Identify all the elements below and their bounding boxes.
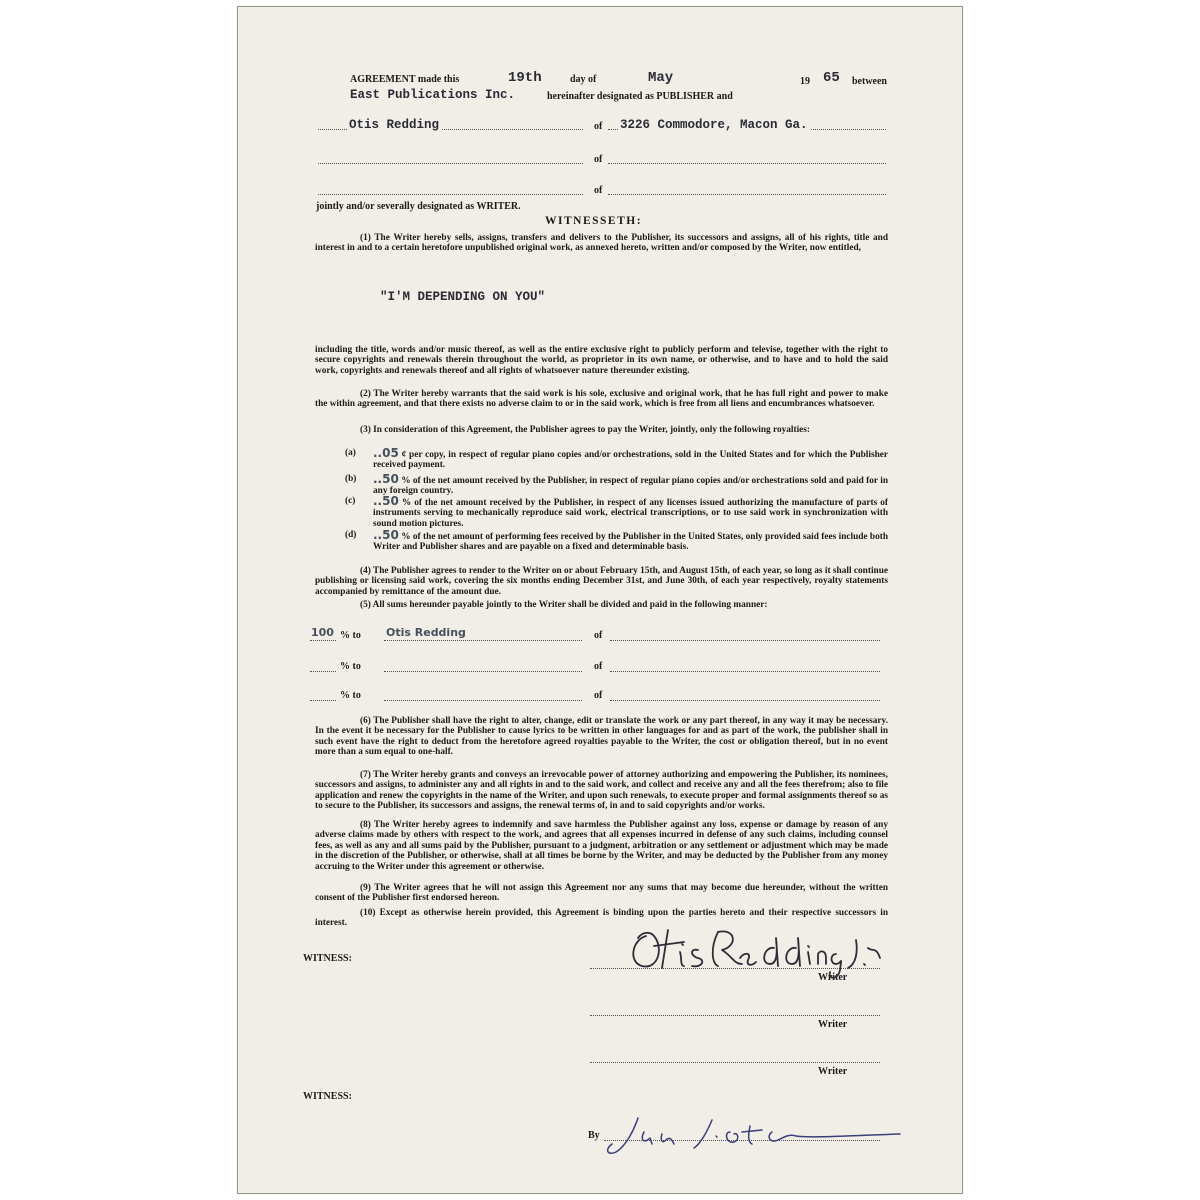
between-label: between [852, 76, 887, 87]
royalty-d-amount: ..50 [373, 528, 399, 542]
split-name-line-1 [384, 640, 582, 641]
clause-7: (7) The Writer hereby grants and conveys an irrevocable power of attorney authorizing and empowering the Publisher, its nominees, successors and assigns, to administer any and all rights in and to the said work, and collect and receive any and all the fees therefrom; also to file application and renew the copyrights in the name of the Writer, and upon such renewals, to execute proper and formal assignments thereof so as to secure to the Publisher, its successors and assigns, the renewal terms of, in and to said copyrights and/or works. [315, 770, 888, 812]
writer-signature-line-3 [590, 1062, 880, 1063]
writer-label-2: Writer [818, 1019, 848, 1030]
agreement-label: AGREEMENT made this [350, 74, 460, 85]
writer-of-label-1: of [594, 121, 603, 132]
royalty-d-label: (d) [345, 530, 357, 540]
writer-address-1: 3226 Commodore, Macon Ga. [620, 118, 808, 132]
royalty-a-text: ¢ per copy, in respect of regular piano copies and/or orchestrations, sold in the United States and for which the Publisher received payment. [373, 450, 888, 471]
witnesseth-heading: WITNESSETH: [545, 215, 643, 227]
split-percent-line-3 [310, 700, 336, 701]
split-of-label-2: of [594, 661, 603, 672]
split-name-1: Otis Redding [386, 626, 466, 639]
song-title: "I'M DEPENDING ON YOU" [380, 290, 546, 304]
writer-label-3: Writer [818, 1066, 848, 1077]
split-address-line-2 [610, 671, 880, 672]
by-label: By [588, 1130, 600, 1141]
royalty-c-label: (c) [345, 496, 356, 506]
day-of-label: day of [570, 74, 597, 85]
clause-1: (1) The Writer hereby sells, assigns, transfers and delivers to the Publisher, its successors and assigns, all of his rights, title and interest in and to a certain heretofore unpublished original work, as annexed hereto, written and/or composed by the Writer, now entitled, [315, 233, 888, 254]
year-prefix: 19 [800, 76, 810, 87]
split-address-line-3 [610, 700, 880, 701]
royalty-a-amount: ..05 [373, 446, 399, 460]
writer-of-label-3: of [594, 185, 603, 196]
clause-9: (9) The Writer agrees that he will not assign this Agreement nor any sums that may become due hereunder, without the written consent of the Publisher first endorsed hereon. [315, 883, 888, 904]
royalty-b-label: (b) [345, 474, 357, 484]
split-address-line-1 [610, 640, 880, 641]
writer-name-line-2 [318, 163, 583, 164]
writer-designation: jointly and/or severally designated as WRITER. [316, 201, 521, 212]
split-percent-line-2 [310, 671, 336, 672]
split-percent-line-1 [310, 640, 336, 641]
agreement-day: 19th [508, 70, 542, 86]
royalty-b-amount: ..50 [373, 472, 399, 486]
clause-6: (6) The Publisher shall have the right to alter, change, edit or translate the work or any part thereof, in any way it may be necessary. In the event it be necessary for the Publisher to cause lyrics to be written in other languages for and as part of the work, the publisher shall in such event have the right to deduct from the heretofore agreed royalties payable to the Writer, the cost or obligation thereof, but in no event more than a sum equal to one-half. [315, 716, 888, 758]
publisher-name: East Publications Inc. [350, 88, 516, 102]
agreement-year: 65 [823, 70, 840, 86]
clause-2: (2) The Writer hereby warrants that the said work is his sole, exclusive and original work, that he has full right and power to make the within agreement, and that there exists no adverse claim to or in the said work, which is free from all liens and encumbrances whatsoever. [315, 389, 888, 410]
split-percent-1: 100 [311, 626, 334, 639]
split-name-line-3 [384, 700, 582, 701]
writer-address-line-2 [608, 163, 886, 164]
publisher-signature [600, 1110, 910, 1160]
split-of-label-3: of [594, 690, 603, 701]
split-to-label-2: % to [340, 661, 361, 672]
agreement-month: May [648, 70, 674, 86]
witness-label-2: WITNESS: [303, 1091, 352, 1102]
writer-signature-line-2 [590, 1015, 880, 1016]
split-to-label-3: % to [340, 690, 361, 701]
royalty-d-text: % of the net amount of performing fees received by the Publisher in the United States, only provided said fees include both Writer and Publisher shares and are payable on a fixed and determinable basis. [373, 532, 888, 553]
witness-label: WITNESS: [303, 953, 352, 964]
split-name-line-2 [384, 671, 582, 672]
clause-8: (8) The Writer hereby agrees to indemnify and save harmless the Publisher against any loss, expense or damage by reason of any adverse claims made by others with respect to the work, and agrees that all expenses incurred in defense of any such claims, including counsel fees, as well as any and all sums paid by the Publisher, pursuant to a judgment, arbitration or any settlement or adjustment which may be made in the discretion of the Publisher, or otherwise, shall at all times be borne by the Writer, and may be deducted by the Publisher from any money accruing to the Writer under this agreement or otherwise. [315, 820, 888, 872]
clause-5: (5) All sums hereunder payable jointly to the Writer shall be divided and paid in the following manner: [360, 600, 768, 610]
royalty-c-amount: ..50 [373, 494, 399, 508]
clause-1-continued: including the title, words and/or music thereof, as well as the entire exclusive right to publicly perform and televise, together with the right to secure copyrights and renewals therein throughout the world, as proprietor in its own name, or otherwise, and to have and to hold the said work, copyrights and renewals thereof and all rights of whatsoever nature thereunder existing. [315, 345, 888, 376]
clause-3: (3) In consideration of this Agreement, the Publisher agrees to pay the Writer, jointly, only the following royalties: [360, 425, 811, 435]
writer-label-1: Writer [818, 972, 848, 983]
clause-10: (10) Except as otherwise herein provided, this Agreement is binding upon the parties hereto and their respective successors in interest. [315, 908, 888, 929]
royalty-c-text: % of the net amount received by the Publisher, in respect of any licenses issued authorizing the manufacture of parts of instruments serving to mechanically reproduce said work, electrical transcriptions, or to use said work in synchronization with sound motion pictures. [373, 498, 888, 529]
royalty-b-text: % of the net amount received by the Publisher, in respect of regular piano copies and/or orchestrations sold and paid for in any foreign country. [373, 476, 888, 497]
writer-address-line-3 [608, 194, 886, 195]
royalty-a-label: (a) [345, 448, 356, 458]
writer-name-1: Otis Redding [349, 118, 440, 132]
writer-signature [618, 918, 888, 988]
split-to-label-1: % to [340, 630, 361, 641]
publisher-designation: hereinafter designated as PUBLISHER and [547, 91, 733, 102]
split-of-label-1: of [594, 630, 603, 641]
writer-name-line-3 [318, 194, 583, 195]
clause-4: (4) The Publisher agrees to render to the Writer on or about February 15th, and August 15th, of each year, so long as it shall continue publishing or licensing said work, covering the six months ending December 31st, and June 30th, of each year respectively, royalty statements accompanied by remittance of the amount due. [315, 566, 888, 597]
writer-of-label-2: of [594, 154, 603, 165]
